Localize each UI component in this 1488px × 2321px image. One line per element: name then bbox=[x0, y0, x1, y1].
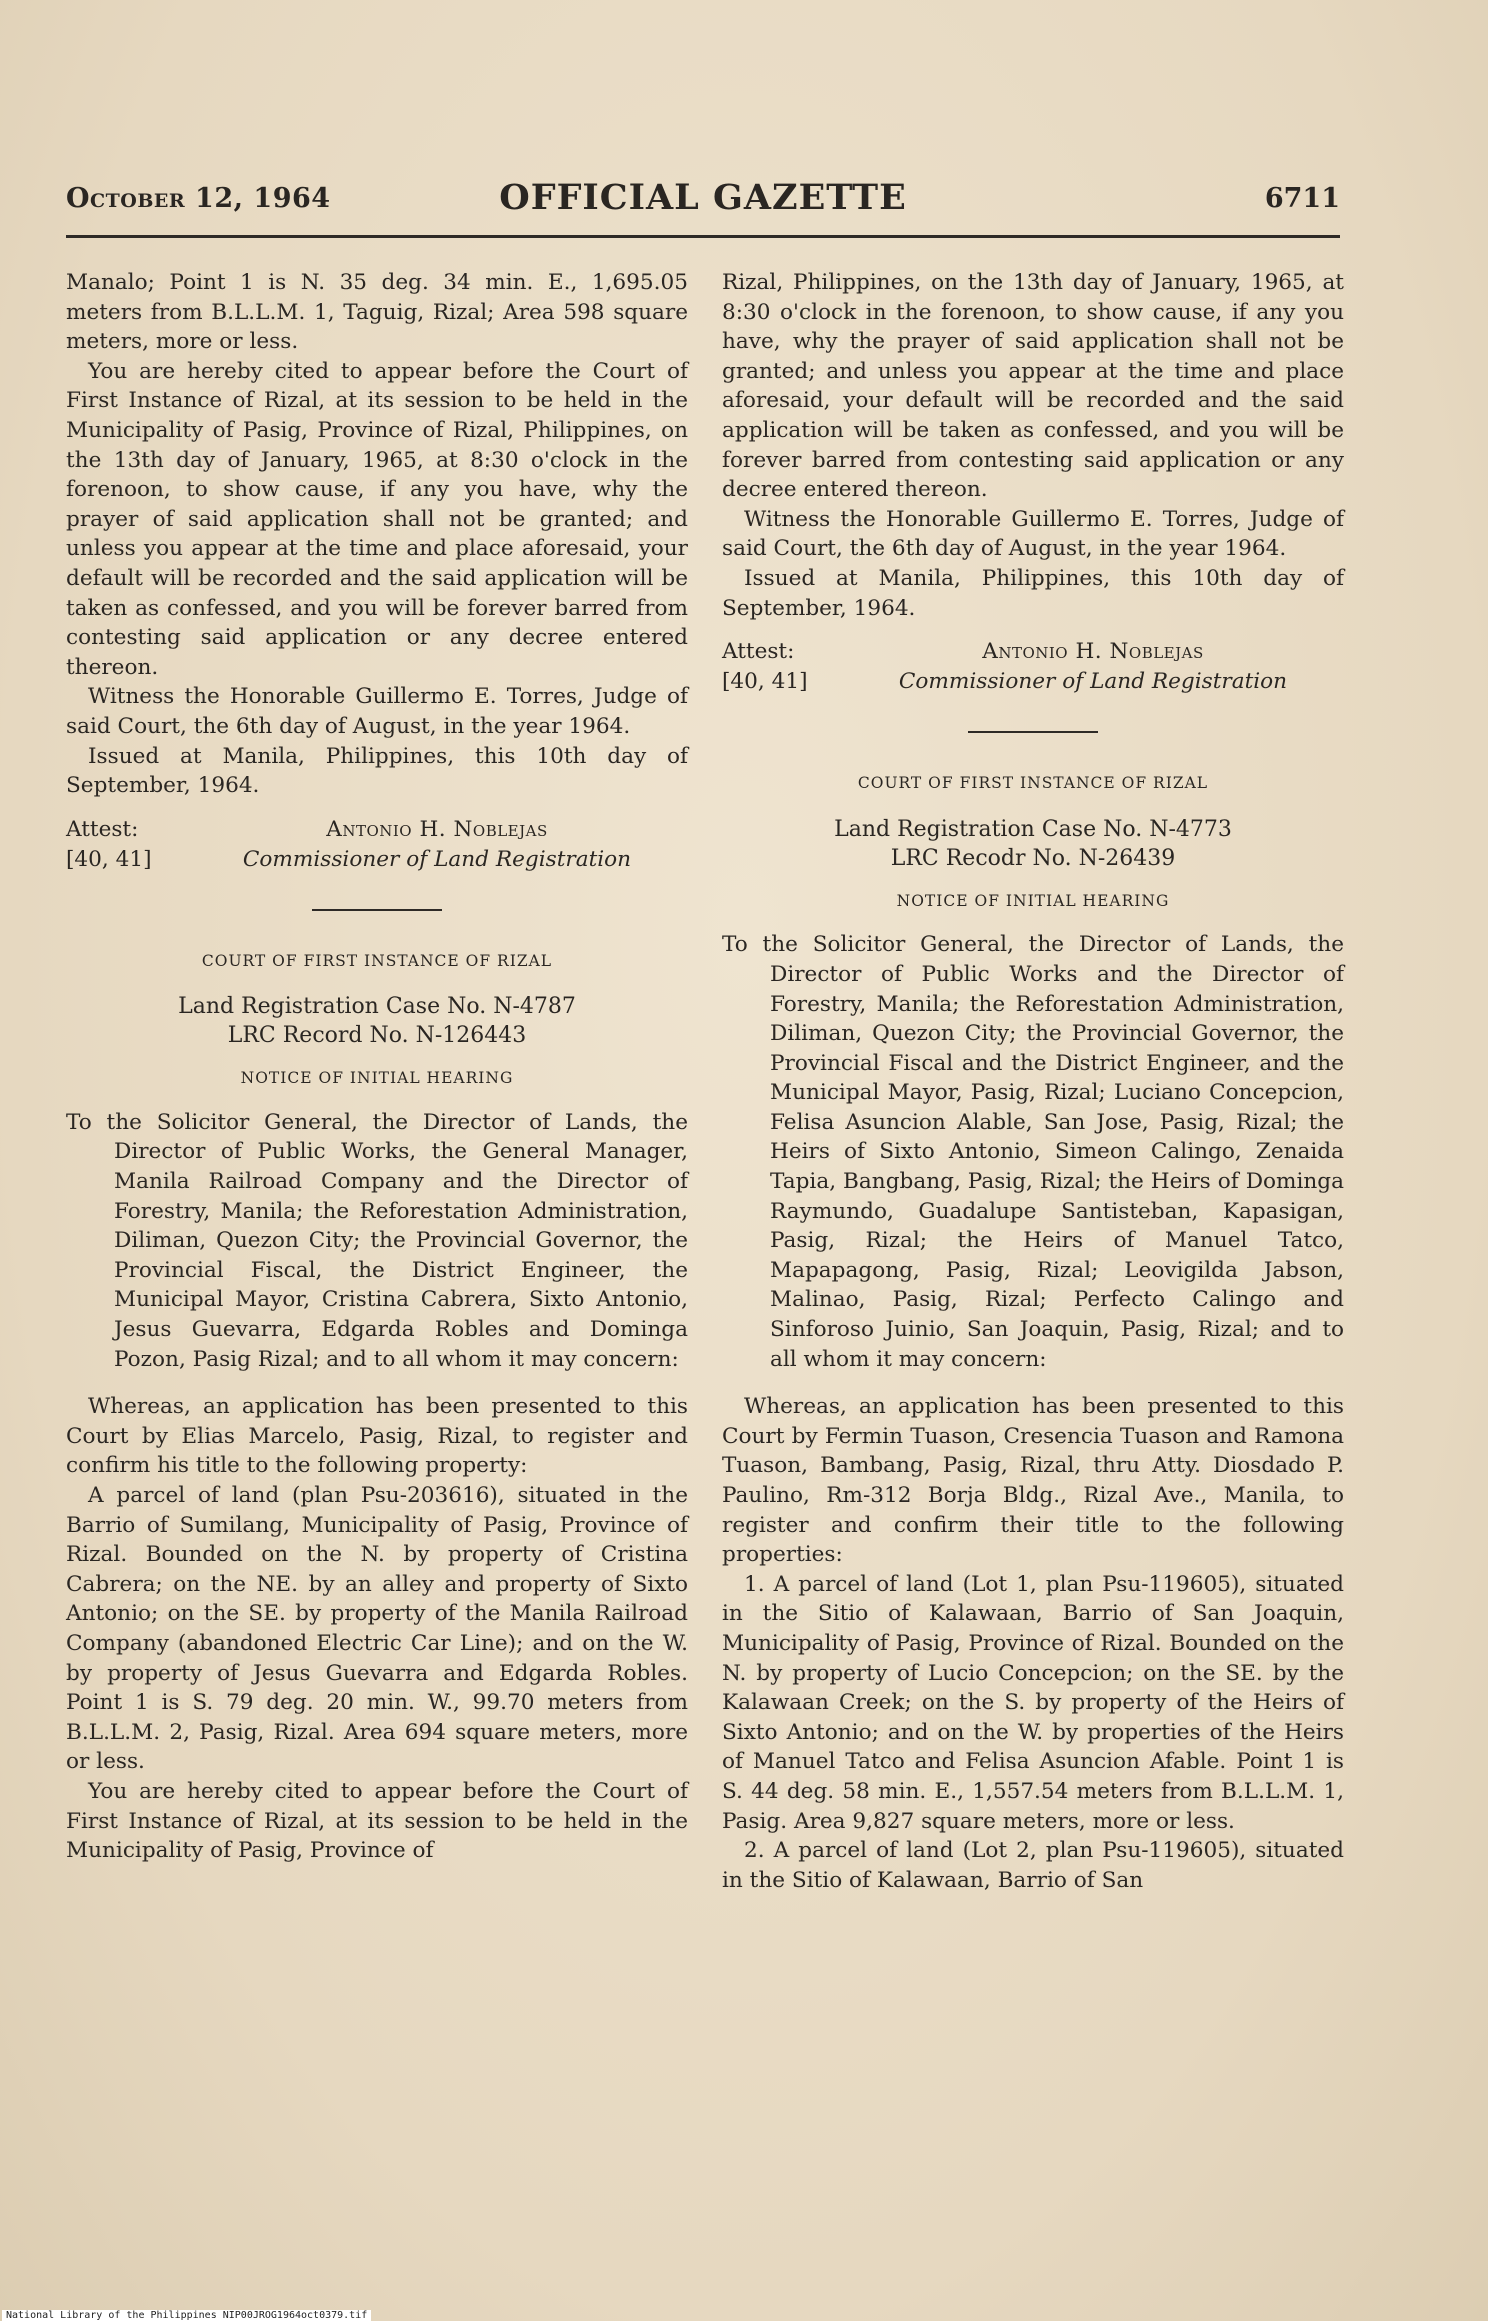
case-numbers bbox=[66, 992, 688, 1050]
paragraph: Issued at Manila, Philippines, this 10th day of September, 1964. bbox=[722, 565, 1344, 621]
notice-heading: NOTICE OF INITIAL HEARING bbox=[896, 891, 1170, 910]
signatory-title: Commissioner of Land Registration bbox=[242, 846, 632, 872]
paragraph: Whereas, an application has been presented to this Court by Elias Marcelo, Pasig, Rizal, to register and confirm his title to the following property: bbox=[66, 1394, 688, 1479]
signatory-name: Antonio H. Noblejas bbox=[326, 816, 548, 842]
paragraph: Witness the Honorable Guillermo E. Torres, Judge of said Court, the 6th day of August, in the year 1964. bbox=[66, 684, 688, 739]
case-number: Land Registration Case No. N-4787 bbox=[178, 994, 576, 1020]
signatory-title: Commissioner of Land Registration bbox=[898, 669, 1288, 695]
paragraph: 1. A parcel of land (Lot 1, plan Psu-119605), situated in the Sitio of Kalawaan, Barrio of San Joaquin, Municipality of Pasig, Province of Rizal. Bounded on the N. by property of Lucio Concepcion; on the SE. by the Kalawaan Creek; on the S. by property of the Heirs of Sixto Antonio; and on the W. by properties of the Heirs of Manuel Tatco and Felisa Asuncion Afable. Point 1 is S. 44 deg. 58 min. E., 1,557.54 meters from B.L.L.M. 1, Pasig. Area 9,827 square meters, more or less. bbox=[722, 1571, 1344, 1834]
attest-signatory bbox=[842, 637, 1344, 697]
paragraph: 2. A parcel of land (Lot 2, plan Psu-119605), situated in the Sitio of Kalawaan, Barrio of San bbox=[722, 1838, 1344, 1893]
attest-label: Attest: bbox=[66, 816, 139, 842]
scan-source-footer: National Library of the Philippines NIP00JROG1964oct0379.tif bbox=[2, 2310, 371, 2321]
publication-title: OFFICIAL GAZETTE bbox=[499, 177, 907, 218]
section-divider bbox=[312, 909, 442, 911]
notice-heading: NOTICE OF INITIAL HEARING bbox=[240, 1069, 514, 1088]
signatory-name: Antonio H. Noblejas bbox=[982, 639, 1204, 665]
right-column bbox=[722, 268, 1344, 1895]
reference-number: [40, 41] bbox=[66, 846, 152, 872]
paragraph: Issued at Manila, Philippines, this 10th day of September, 1964. bbox=[66, 743, 688, 799]
paragraph: You are hereby cited to appear before the Court of First Instance of Rizal, at its session to be held in the Municipality of Pasig, Province of Rizal, Philippines, on the 13th day of January, 1965, at 8:30 o'clock in the forenoon, to show cause, if any you have, why the prayer of said application shall not be granted; and unless you appear at the time and place aforesaid, your default will be recorded and the said application will be taken as confessed, and you will be forever barred from contesting said application or any decree entered thereon. bbox=[66, 358, 688, 680]
court-heading: COURT OF FIRST INSTANCE OF RIZAL bbox=[201, 951, 553, 970]
court-heading: COURT OF FIRST INSTANCE OF RIZAL bbox=[857, 774, 1209, 793]
header-rule bbox=[66, 235, 1340, 238]
attest-labels bbox=[66, 815, 186, 875]
reference-number: [40, 41] bbox=[722, 669, 808, 695]
section-divider bbox=[968, 731, 1098, 733]
attest-block bbox=[722, 637, 1344, 697]
lrc-record: LRC Record No. N-126443 bbox=[227, 1023, 527, 1049]
page-number: 6711 bbox=[1264, 183, 1340, 214]
paragraph: A parcel of land (plan Psu-203616), situated in the Barrio of Sumilang, Municipality of Pasig, Province of Rizal. Bounded on the N. by property of Cristina Cabrera; on the NE. by an alley and property of Sixto Antonio; on the SE. by property of the Manila Railroad Company (abandoned Electric Car Line); and on the W. by property of Jesus Guevarra and Edgarda Robles. Point 1 is S. 79 deg. 20 min. W., 99.70 meters from B.L.L.M. 2, Pasig, Rizal. Area 694 square meters, more or less. bbox=[66, 1483, 688, 1775]
addressee-paragraph: To the Solicitor General, the Director of Lands, the Director of Public Works and the Director of Forestry, Manila; the Reforestation Administration, Diliman, Quezon City; the Provincial Governor, the Provincial Fiscal and the District Engineer, and the Municipal Mayor, Pasig, Rizal; Luciano Concepcion, Felisa Asuncion Alable, San Jose, Pasig, Rizal; the Heirs of Sixto Antonio, Simeon Calingo, Zenaida Tapia, Bangbang, Pasig, Rizal; the Heirs of Dominga Raymundo, Guadalupe Santisteban, Kapasigan, Pasig, Rizal; the Heirs of Manuel Tatco, Mapapagong, Pasig, Rizal; Leovigilda Jabson, Malinao, Pasig, Rizal; Perfecto Calingo and Sinforoso Juinio, San Joaquin, Pasig, Rizal; and to all whom it may concern: bbox=[722, 932, 1344, 1372]
issue-date: October 12, 1964 bbox=[66, 183, 331, 214]
addressee-paragraph: To the Solicitor General, the Director of Lands, the Director of Public Works, the General Manager, Manila Railroad Company and the Director of Forestry, Manila; the Reforestation Administration, Diliman, Quezon City; the Provincial Governor, the Provincial Fiscal, the District Engineer, the Municipal Mayor, Cristina Cabrera, Sixto Antonio, Jesus Guevarra, Edgarda Robles and Dominga Pozon, Pasig Rizal; and to all whom it may concern: bbox=[66, 1109, 688, 1372]
attest-label: Attest: bbox=[722, 639, 795, 665]
lrc-record: LRC Recodr No. N-26439 bbox=[890, 845, 1176, 871]
case-numbers bbox=[722, 815, 1344, 873]
paragraph: Witness the Honorable Guillermo E. Torres, Judge of said Court, the 6th day of August, in the year 1964. bbox=[722, 506, 1344, 562]
paragraph: Manalo; Point 1 is N. 35 deg. 34 min. E., 1,695.05 meters from B.L.L.M. 1, Taguig, Rizal; Area 598 square meters, more or less. bbox=[66, 270, 688, 355]
attest-signatory bbox=[186, 815, 688, 875]
page-header bbox=[66, 177, 1340, 233]
paragraph: You are hereby cited to appear before the Court of First Instance of Rizal, at its session to be held in the Municipality of Pasig, Province of bbox=[66, 1778, 688, 1864]
attest-labels bbox=[722, 637, 842, 697]
case-number: Land Registration Case No. N-4773 bbox=[834, 816, 1232, 842]
attest-block bbox=[66, 815, 688, 875]
paragraph: Whereas, an application has been presented to this Court by Fermin Tuason, Cresencia Tuason and Ramona Tuason, Bambang, Pasig, Rizal, thru Atty. Diosdado P. Paulino, Rm-312 Borja Bldg., Rizal Ave., Manila, to register and confirm their title to the following properties: bbox=[722, 1394, 1344, 1568]
left-column bbox=[66, 268, 688, 1866]
paragraph: Rizal, Philippines, on the 13th day of January, 1965, at 8:30 o'clock in the forenoon, to show cause, if any you have, why the prayer of said application shall not be granted; and unless you appear at the time and place aforesaid, your default will be recorded and the said application will be taken as confessed, and you will be forever barred from contesting said application or any decree entered thereon. bbox=[722, 270, 1344, 503]
